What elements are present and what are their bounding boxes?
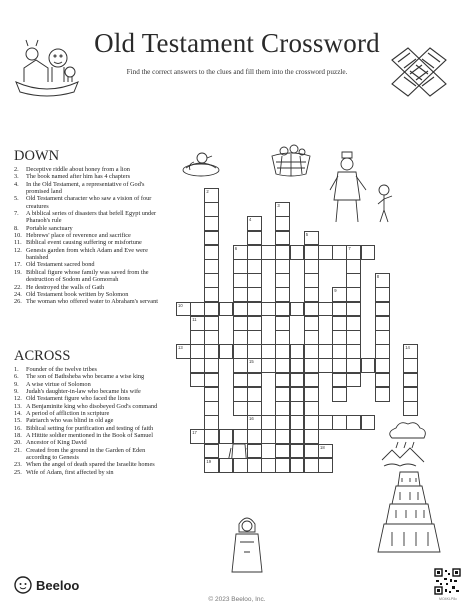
basket-illustration (268, 140, 314, 180)
grid-cell[interactable] (304, 273, 319, 288)
grid-cell[interactable] (304, 415, 319, 430)
grid-cell[interactable] (204, 429, 219, 444)
grid-cell[interactable] (290, 415, 305, 430)
list-item: 6. The son of Bathsheba who became a wise king (14, 373, 145, 381)
page-title: Old Testament Crossword (94, 28, 380, 58)
cell-number: 5 (305, 231, 309, 237)
grid-cell[interactable] (275, 415, 290, 430)
grid-cell[interactable] (318, 444, 333, 459)
grid-cell[interactable] (318, 458, 333, 473)
grid-cell[interactable] (318, 415, 333, 430)
cell-number: 7 (348, 245, 351, 251)
grid-cell[interactable] (275, 231, 290, 246)
grid-cell[interactable] (233, 273, 248, 288)
grid-cell[interactable] (275, 316, 290, 331)
cell-number: 11 (192, 316, 197, 322)
list-item: 9. Judah's daughter-in-law who became his wife (14, 388, 141, 396)
grid-cell[interactable] (275, 373, 290, 388)
qr-caption: MO4KLP8c (439, 597, 457, 601)
grid-cell[interactable] (275, 330, 290, 345)
grid-cell[interactable] (290, 401, 305, 416)
grid-cell[interactable] (204, 273, 219, 288)
grid-cell[interactable] (233, 387, 248, 402)
list-item: 2. Deceptive riddle about honey from a lion (14, 166, 130, 173)
qr-code-icon (434, 568, 461, 595)
grid-cell[interactable] (247, 216, 262, 231)
list-item: 7. A biblical series of disasters that befell Egypt under Pharaoh's rule (14, 210, 157, 225)
grid-cell[interactable] (204, 188, 219, 203)
list-item: 26. The woman who offered water to Abraham's servant (14, 298, 158, 306)
list-item: 18. A Hittite soldier mentioned in the Book of Samuel (14, 432, 153, 440)
grid-cell[interactable] (290, 429, 305, 444)
grid-cell[interactable] (261, 302, 276, 317)
grid-cell[interactable] (304, 444, 319, 459)
cell-number: 2 (206, 189, 209, 194)
grid-cell[interactable] (176, 344, 191, 359)
grid-cell[interactable] (204, 202, 219, 217)
grid-cell[interactable] (318, 358, 333, 373)
grid-cell[interactable] (304, 458, 319, 473)
grid-cell[interactable] (346, 415, 361, 430)
grid-cell[interactable] (275, 259, 290, 274)
grid-cell[interactable] (233, 259, 248, 274)
grid-cell[interactable] (346, 259, 361, 274)
grid-cell[interactable] (247, 373, 262, 388)
grid-cell[interactable] (247, 415, 262, 430)
grid-cell[interactable] (375, 387, 390, 402)
grid-cell[interactable] (275, 458, 290, 473)
grid-cell[interactable] (375, 287, 390, 302)
tower-of-babel-illustration (370, 468, 448, 556)
cell-number: 15 (249, 359, 254, 365)
grid-cell[interactable] (190, 316, 205, 331)
grid-cell[interactable] (346, 316, 361, 331)
grid-cell[interactable] (290, 344, 305, 359)
cell-number: 14 (405, 345, 410, 351)
bird-nest-illustration (180, 144, 222, 178)
grid-cell[interactable] (275, 273, 290, 288)
grid-cell[interactable] (261, 458, 276, 473)
grid-cell[interactable] (247, 330, 262, 345)
woman-figure-illustration (230, 512, 264, 576)
across-heading: ACROSS (14, 348, 71, 364)
list-item: 1. Founder of the twelve tribes (14, 366, 97, 373)
grid-cell[interactable] (304, 373, 319, 388)
grid-cell[interactable] (204, 216, 219, 231)
grid-cell[interactable] (290, 302, 305, 317)
grid-cell[interactable] (361, 358, 376, 373)
grid-cell[interactable] (233, 344, 248, 359)
list-item: 3. The book named after him has 4 chapters (14, 173, 131, 181)
grid-cell[interactable] (275, 287, 290, 302)
flood-illustration (378, 420, 432, 468)
down-heading: DOWN (14, 148, 60, 164)
list-item: 9. A wise virtue of Solomon (14, 380, 91, 388)
grid-cell[interactable] (233, 401, 248, 416)
grid-cell[interactable] (247, 259, 262, 274)
grid-cell[interactable] (304, 316, 319, 331)
grid-cell[interactable] (247, 287, 262, 302)
list-item: 15. Patriarch who was blind in old age (14, 417, 114, 425)
grid-cell[interactable] (332, 415, 347, 430)
grid-cell[interactable] (247, 302, 262, 317)
grid-cell[interactable] (304, 330, 319, 345)
grid-cell[interactable] (247, 401, 262, 416)
cell-number: 17 (192, 430, 197, 436)
grid-cell[interactable] (304, 344, 319, 359)
grid-cell[interactable] (204, 330, 219, 345)
grid-cell[interactable] (204, 358, 219, 373)
list-item: 4. In the Old Testament, a representative of God's promised land (14, 180, 145, 196)
grid-cell[interactable] (261, 358, 276, 373)
grid-cell[interactable] (275, 429, 290, 444)
grid-cell[interactable] (375, 302, 390, 317)
list-item: 23. When the angel of death spared the Israelite homes (14, 461, 155, 469)
list-item: 12. Old Testament figure who faced the lions (14, 395, 131, 403)
down-clue-list (14, 166, 169, 306)
grid-cell[interactable] (275, 444, 290, 459)
list-item: 16. Biblical setting for purification and testing of faith (14, 424, 154, 432)
grid-cell[interactable] (375, 358, 390, 373)
grid-cell[interactable] (318, 302, 333, 317)
grid-cell[interactable] (290, 245, 305, 260)
tablets-illustration (384, 40, 454, 106)
grid-cell[interactable] (304, 231, 319, 246)
cell-number: 13 (178, 345, 183, 351)
grid-cell[interactable] (290, 373, 305, 388)
grid-cell[interactable] (247, 231, 262, 246)
grid-cell[interactable] (204, 344, 219, 359)
grid-cell[interactable] (261, 415, 276, 430)
grid-cell[interactable] (275, 245, 290, 260)
list-item: 10. Hebrews' place of reverence and sacrifice (14, 232, 131, 240)
grid-cell[interactable] (247, 344, 262, 359)
grid-cell[interactable] (190, 302, 205, 317)
grid-cell[interactable] (275, 216, 290, 231)
cell-number: 19 (206, 458, 212, 464)
grid-cell[interactable] (204, 259, 219, 274)
grid-cell[interactable] (275, 344, 290, 359)
grid-cell[interactable] (275, 401, 290, 416)
cell-number: 3 (277, 203, 280, 209)
grid-cell[interactable] (304, 387, 319, 402)
grid-cell[interactable] (233, 358, 248, 373)
grid-cell[interactable] (275, 358, 290, 373)
grid-cell[interactable] (247, 316, 262, 331)
grid-cell[interactable] (290, 387, 305, 402)
ark-animals-illustration (12, 38, 82, 100)
list-item: 19. Biblical figure whose family was saved from the destruction of Sodom and Gomorrah (14, 268, 149, 284)
grid-cell[interactable] (204, 287, 219, 302)
grid-cell[interactable] (346, 344, 361, 359)
grid-cell[interactable] (176, 302, 191, 317)
grid-cell[interactable] (261, 245, 276, 260)
grid-cell[interactable] (346, 358, 361, 373)
grid-cell[interactable] (403, 344, 418, 359)
grid-cell[interactable] (304, 429, 319, 444)
grid-cell[interactable] (290, 458, 305, 473)
grid-cell[interactable] (233, 330, 248, 345)
instructions: Find the correct answers to the clues and fill them into the crossword puzzle. (126, 68, 348, 76)
list-item: 5. Old Testament character who saw a vision of four creatures (14, 195, 152, 210)
grid-cell[interactable] (204, 231, 219, 246)
grid-cell[interactable] (332, 373, 347, 388)
grid-cell[interactable] (247, 273, 262, 288)
list-item: 17. Old Testament sacred bond (14, 261, 95, 269)
list-item: 13. A Benjaminite king who disobeyed God's command (14, 402, 158, 410)
grid-cell[interactable] (204, 444, 219, 459)
grid-cell[interactable] (318, 344, 333, 359)
grid-cell[interactable] (233, 245, 248, 260)
list-item: 12. Genesis garden from which Adam and Eve were banished (14, 246, 148, 262)
grid-cell[interactable] (403, 387, 418, 402)
prophet-illustration (228, 432, 250, 472)
grid-cell[interactable] (304, 287, 319, 302)
grid-cell[interactable] (261, 344, 276, 359)
grid-cell[interactable] (304, 245, 319, 260)
grid-cell[interactable] (332, 344, 347, 359)
grid-cell[interactable] (204, 387, 219, 402)
grid-cell[interactable] (403, 358, 418, 373)
grid-cell[interactable] (247, 245, 262, 260)
grid-cell[interactable] (233, 287, 248, 302)
grid-cell[interactable] (190, 330, 205, 345)
grid-cell[interactable] (261, 429, 276, 444)
list-item: 8. Portable sanctuary (14, 224, 73, 232)
grid-cell[interactable] (375, 373, 390, 388)
list-item: 25. Wife of Adam, first affected by sin (14, 468, 114, 476)
cell-number: 10 (178, 302, 183, 308)
across-clue-list (14, 366, 169, 476)
grid-cell[interactable] (332, 245, 347, 260)
grid-cell[interactable] (346, 302, 361, 317)
david-goliath-illustration (326, 144, 408, 226)
grid-cell[interactable] (375, 273, 390, 288)
grid-cell[interactable] (375, 344, 390, 359)
grid-cell[interactable] (375, 330, 390, 345)
grid-cell[interactable] (403, 401, 418, 416)
grid-cell[interactable] (332, 287, 347, 302)
grid-cell[interactable] (318, 245, 333, 260)
grid-cell[interactable] (332, 302, 347, 317)
grid-cell[interactable] (204, 373, 219, 388)
cell-number: 9 (334, 288, 337, 294)
grid-cell[interactable] (247, 358, 262, 373)
grid-cell[interactable] (403, 373, 418, 388)
list-item: 11. Biblical event causing suffering or misfortune (14, 239, 142, 247)
grid-cell[interactable] (190, 358, 205, 373)
grid-cell[interactable] (190, 373, 205, 388)
list-item: 24. Old Testament book written by Solomon (14, 290, 129, 298)
cell-number: 18 (320, 444, 325, 450)
cell-number: 16 (249, 416, 254, 422)
grid-cell[interactable] (204, 302, 219, 317)
grid-cell[interactable] (204, 415, 219, 430)
grid-cell[interactable] (290, 358, 305, 373)
grid-cell[interactable] (219, 344, 234, 359)
cell-number: 4 (249, 217, 252, 223)
across-clues (14, 348, 169, 476)
grid-cell[interactable] (361, 415, 376, 430)
grid-cell[interactable] (304, 358, 319, 373)
list-item: 14. A period of affliction in scripture (14, 410, 110, 418)
grid-cell[interactable] (275, 387, 290, 402)
grid-cell[interactable] (190, 429, 205, 444)
grid-cell[interactable] (233, 373, 248, 388)
grid-cell[interactable] (346, 245, 361, 260)
grid-cell[interactable] (346, 273, 361, 288)
grid-cell[interactable] (190, 344, 205, 359)
grid-cell[interactable] (304, 401, 319, 416)
copyright: © 2023 Beeloo, Inc. (208, 596, 266, 603)
grid-cell[interactable] (204, 401, 219, 416)
grid-cell[interactable] (346, 373, 361, 388)
grid-cell[interactable] (219, 302, 234, 317)
bee-icon (14, 576, 32, 594)
grid-cell[interactable] (247, 387, 262, 402)
grid-cell[interactable] (233, 302, 248, 317)
grid-cell[interactable] (332, 316, 347, 331)
grid-cell[interactable] (332, 387, 347, 402)
grid-cell[interactable] (275, 302, 290, 317)
grid-cell[interactable] (204, 316, 219, 331)
grid-cell[interactable] (332, 358, 347, 373)
list-item: 22. He destroyed the walls of Gath (14, 283, 105, 291)
grid-cell[interactable] (332, 330, 347, 345)
cell-number: 6 (234, 245, 238, 251)
grid-cell[interactable] (233, 316, 248, 331)
grid-cell[interactable] (346, 287, 361, 302)
grid-cell[interactable] (290, 444, 305, 459)
grid-cell[interactable] (275, 202, 290, 217)
grid-cell[interactable] (304, 302, 319, 317)
grid-cell[interactable] (304, 259, 319, 274)
grid-cell[interactable] (361, 245, 376, 260)
brand-name: Beeloo (36, 577, 80, 593)
list-item: 21. Created from the ground in the Garden of Eden according to Genesis (14, 446, 146, 462)
cell-number: 8 (376, 274, 380, 280)
grid-cell[interactable] (346, 330, 361, 345)
grid-cell[interactable] (204, 458, 219, 473)
list-item: 20. Ancestor of King David (14, 439, 87, 447)
grid-cell[interactable] (375, 316, 390, 331)
grid-cell[interactable] (204, 245, 219, 260)
down-clues (14, 148, 169, 306)
brand-logo (14, 576, 79, 594)
